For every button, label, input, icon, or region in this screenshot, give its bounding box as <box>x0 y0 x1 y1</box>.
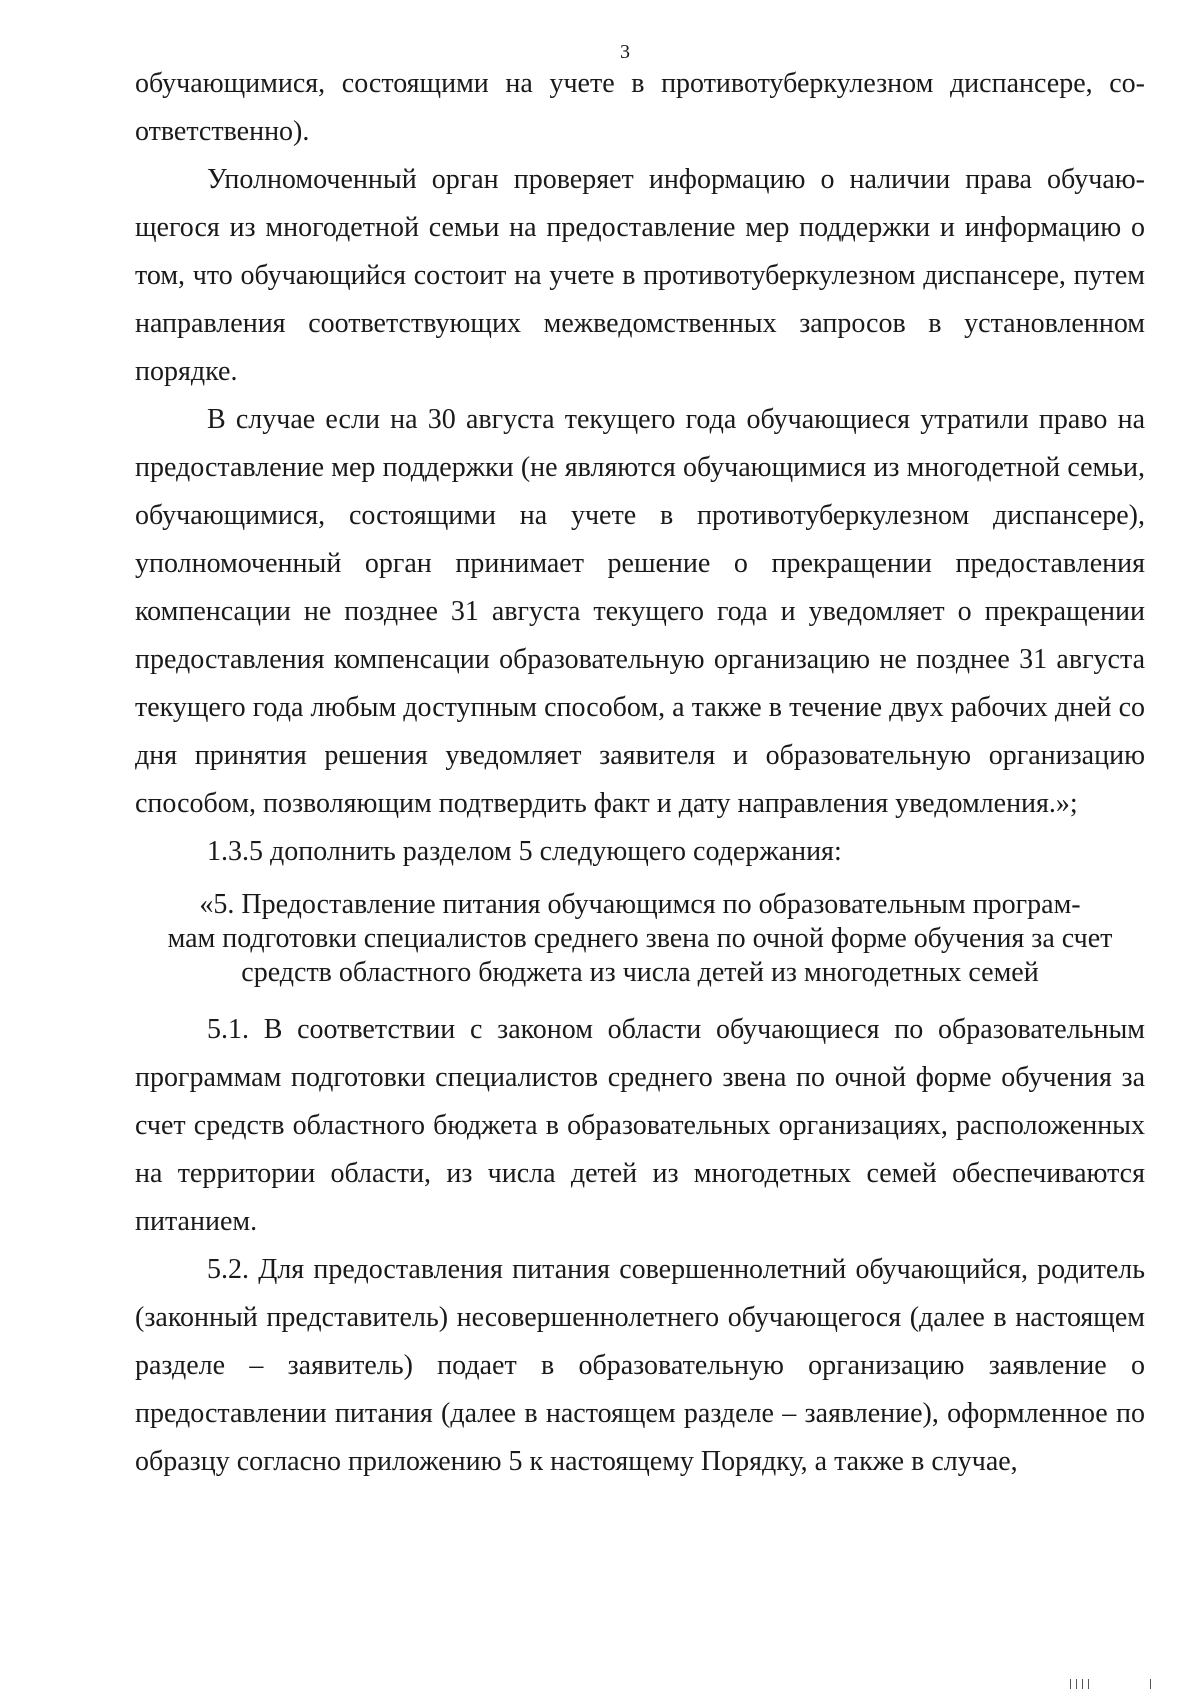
scan-edge-marks <box>1040 1677 1160 1689</box>
paragraph-verification: Уполномоченный орган проверяет информацию о наличии права обучающегося из многодетной семьи на предоставление мер поддержки и информацию о том, что обучающийся состоит на учете в противотуберкулезном диспансере, путем направления соответствующих межведомственных запросов в установленном порядке. <box>135 164 1145 387</box>
section-heading-line-1: «5. Предоставление питания обучающимся по образовательным програм- <box>199 889 1081 920</box>
page-number: 3 <box>620 41 630 63</box>
section-heading <box>135 876 1145 1006</box>
amendment-line: 1.3.5 дополнить разделом 5 следующего содержания: <box>207 836 842 867</box>
clause-5-2: 5.2. Для предоставления питания совершеннолетний обучающийся, родитель (законный представитель) несовершеннолетнего обучающегося (далее в настоящем разделе – заявитель) подает в образовательную организацию заявление о предоставлении питания (далее в настоящем разделе – заявление), оформленное по образцу согласно приложению 5 к настоящему Порядку, а также в случае, <box>135 1254 1145 1477</box>
paragraph-continuation: обучающимися, состоящими на учете в противотуберкулезном диспансере, соответственно). <box>135 68 1145 147</box>
section-heading-line-3: средств областного бюджета из числа детей из многодетных семей <box>241 957 1039 988</box>
document-body <box>135 60 1145 1486</box>
section-heading-line-2: мам подготовки специалистов среднего звена по очной форме обучения за счет <box>167 923 1113 954</box>
paragraph-termination: В случае если на 30 августа текущего года обучающиеся утратили право на предоставление мер поддержки (не являются обучающимися из многодетной семьи, обучающимися, состоящими на учете в противотуберкулезном диспансере), уполномоченный орган принимает решение о прекращении предоставления компенсации не позднее 31 августа текущего года и уведомляет о прекращении предоставления компенсации образовательную организацию не позднее 31 августа текущего года любым доступным способом, а также в течение двух рабочих дней со дня принятия решения уведомляет заявителя и образовательную организацию способом, позволяющим подтвердить факт и дату направления уведомления.»; <box>135 404 1145 819</box>
clause-5-1: 5.1. В соответствии с законом области обучающиеся по образовательным программам подготовки специалистов среднего звена по очной форме обучения за счет средств областного бюджета в образовательных организациях, расположенных на территории области, из числа детей из многодетных семей обеспечиваются питанием. <box>135 1014 1145 1237</box>
